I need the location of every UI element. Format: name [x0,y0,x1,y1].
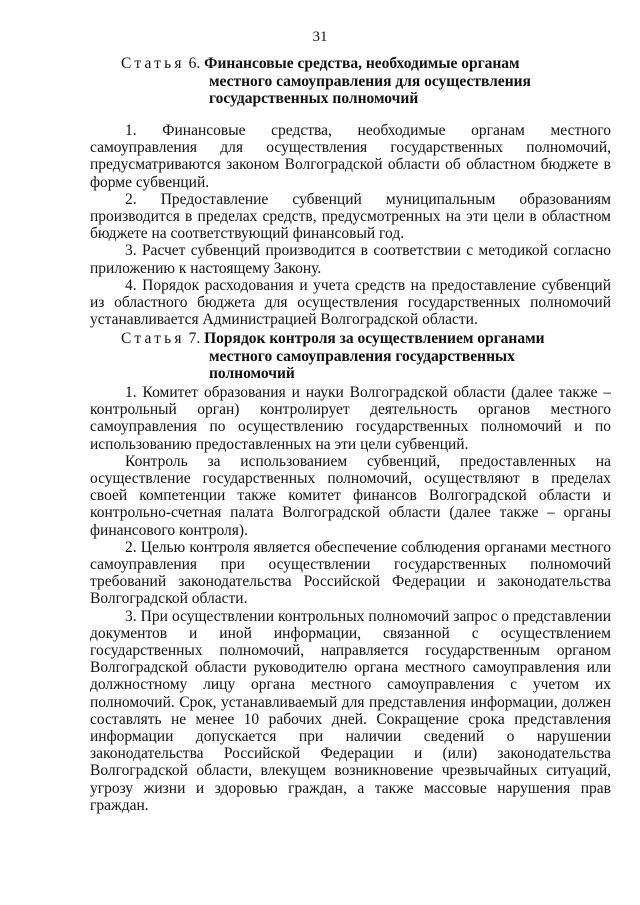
article-6-paragraph-2: 2. Предоставление субвенций муниципальным образованиям производится в пределах средств, предусмотренных на эти цели в областном бюджете на соответствующий финансовый год. [90,190,611,243]
article-6-paragraph-1: 1. Финансовые средства, необходимые органам местного самоуправления для осуществления государственных полномочий, предусматриваются законом Волгоградской области об областном бюджете в форме субвенций. [90,122,611,191]
article-7-paragraph-2: Контроль за использованием субвенций, предоставленных на осуществление государственных полномочий, осуществляют в пределах своей компетенции также комитет финансов Волгоградской области и контрольно-счетная палата Волгоградской области (далее также – органы финансового контроля). [90,452,611,539]
article-6-paragraph-4: 4. Порядок расходования и учета средств на предоставление субвенций из областного бюджета для осуществления государственных полномочий устанавливается Администрацией Волгоградской области. [90,276,611,329]
article-7-number: 7. [188,330,201,347]
article-7-title-line-1: Порядок контроля за осуществлением органами [204,330,545,347]
article-7-title-line-2: местного самоуправления государственных полномочий [209,347,515,382]
article-7-paragraph-1: 1. Комитет образования и науки Волгоградской области (далее также – контрольный орган) контролирует деятельность органов местного самоуправления по осуществлению государственных полномочий и по использованию предоставленных на эти цели субвенций. [90,384,611,453]
article-6-title-line-2: местного самоуправления для осуществления [209,72,531,90]
article-7-label: Статья [121,330,185,347]
article-6-number: 6. [188,55,201,72]
article-6-title-line-1: Финансовые средства, необходимые органам [204,55,520,72]
article-7-body [90,384,611,814]
article-7-paragraph-4: 3. При осуществлении контрольных полномочий запрос о представлении документов и иной информации, связанной с осуществлением государственных полномочий, направляется государственным органом Волгоградской области руководителю органа местного самоуправления или должностному лицу органа местного самоуправления с учетом их полномочий. Срок, устанавливаемый для представления информации, должен составлять не менее 10 рабочих дней. Сокращение срока представления информации допускается при наличии сведений о нарушении законодательства Российской Федерации и (или) законодательства Волгоградской области, влекущем возникновение чрезвычайных ситуаций, угрозу жизни и здоровью граждан, а также массовые нарушения прав граждан. [90,607,611,814]
article-6-paragraph-3: 3. Расчет субвенций производится в соответствии с методикой согласно приложению к настоящему Закону. [90,242,611,277]
article-7-paragraph-3: 2. Целью контроля является обеспечение соблюдения органами местного самоуправления при осуществлении государственных полномочий требований законодательства Российской Федерации и законодательства Волгоградской области. [90,538,611,608]
article-7-heading [121,330,601,383]
page-number: 31 [312,29,328,45]
article-6-body [90,122,611,328]
article-6-title-line-3: государственных полномочий [209,90,419,107]
article-6-label: Статья [121,55,185,72]
article-6-heading [121,55,601,108]
